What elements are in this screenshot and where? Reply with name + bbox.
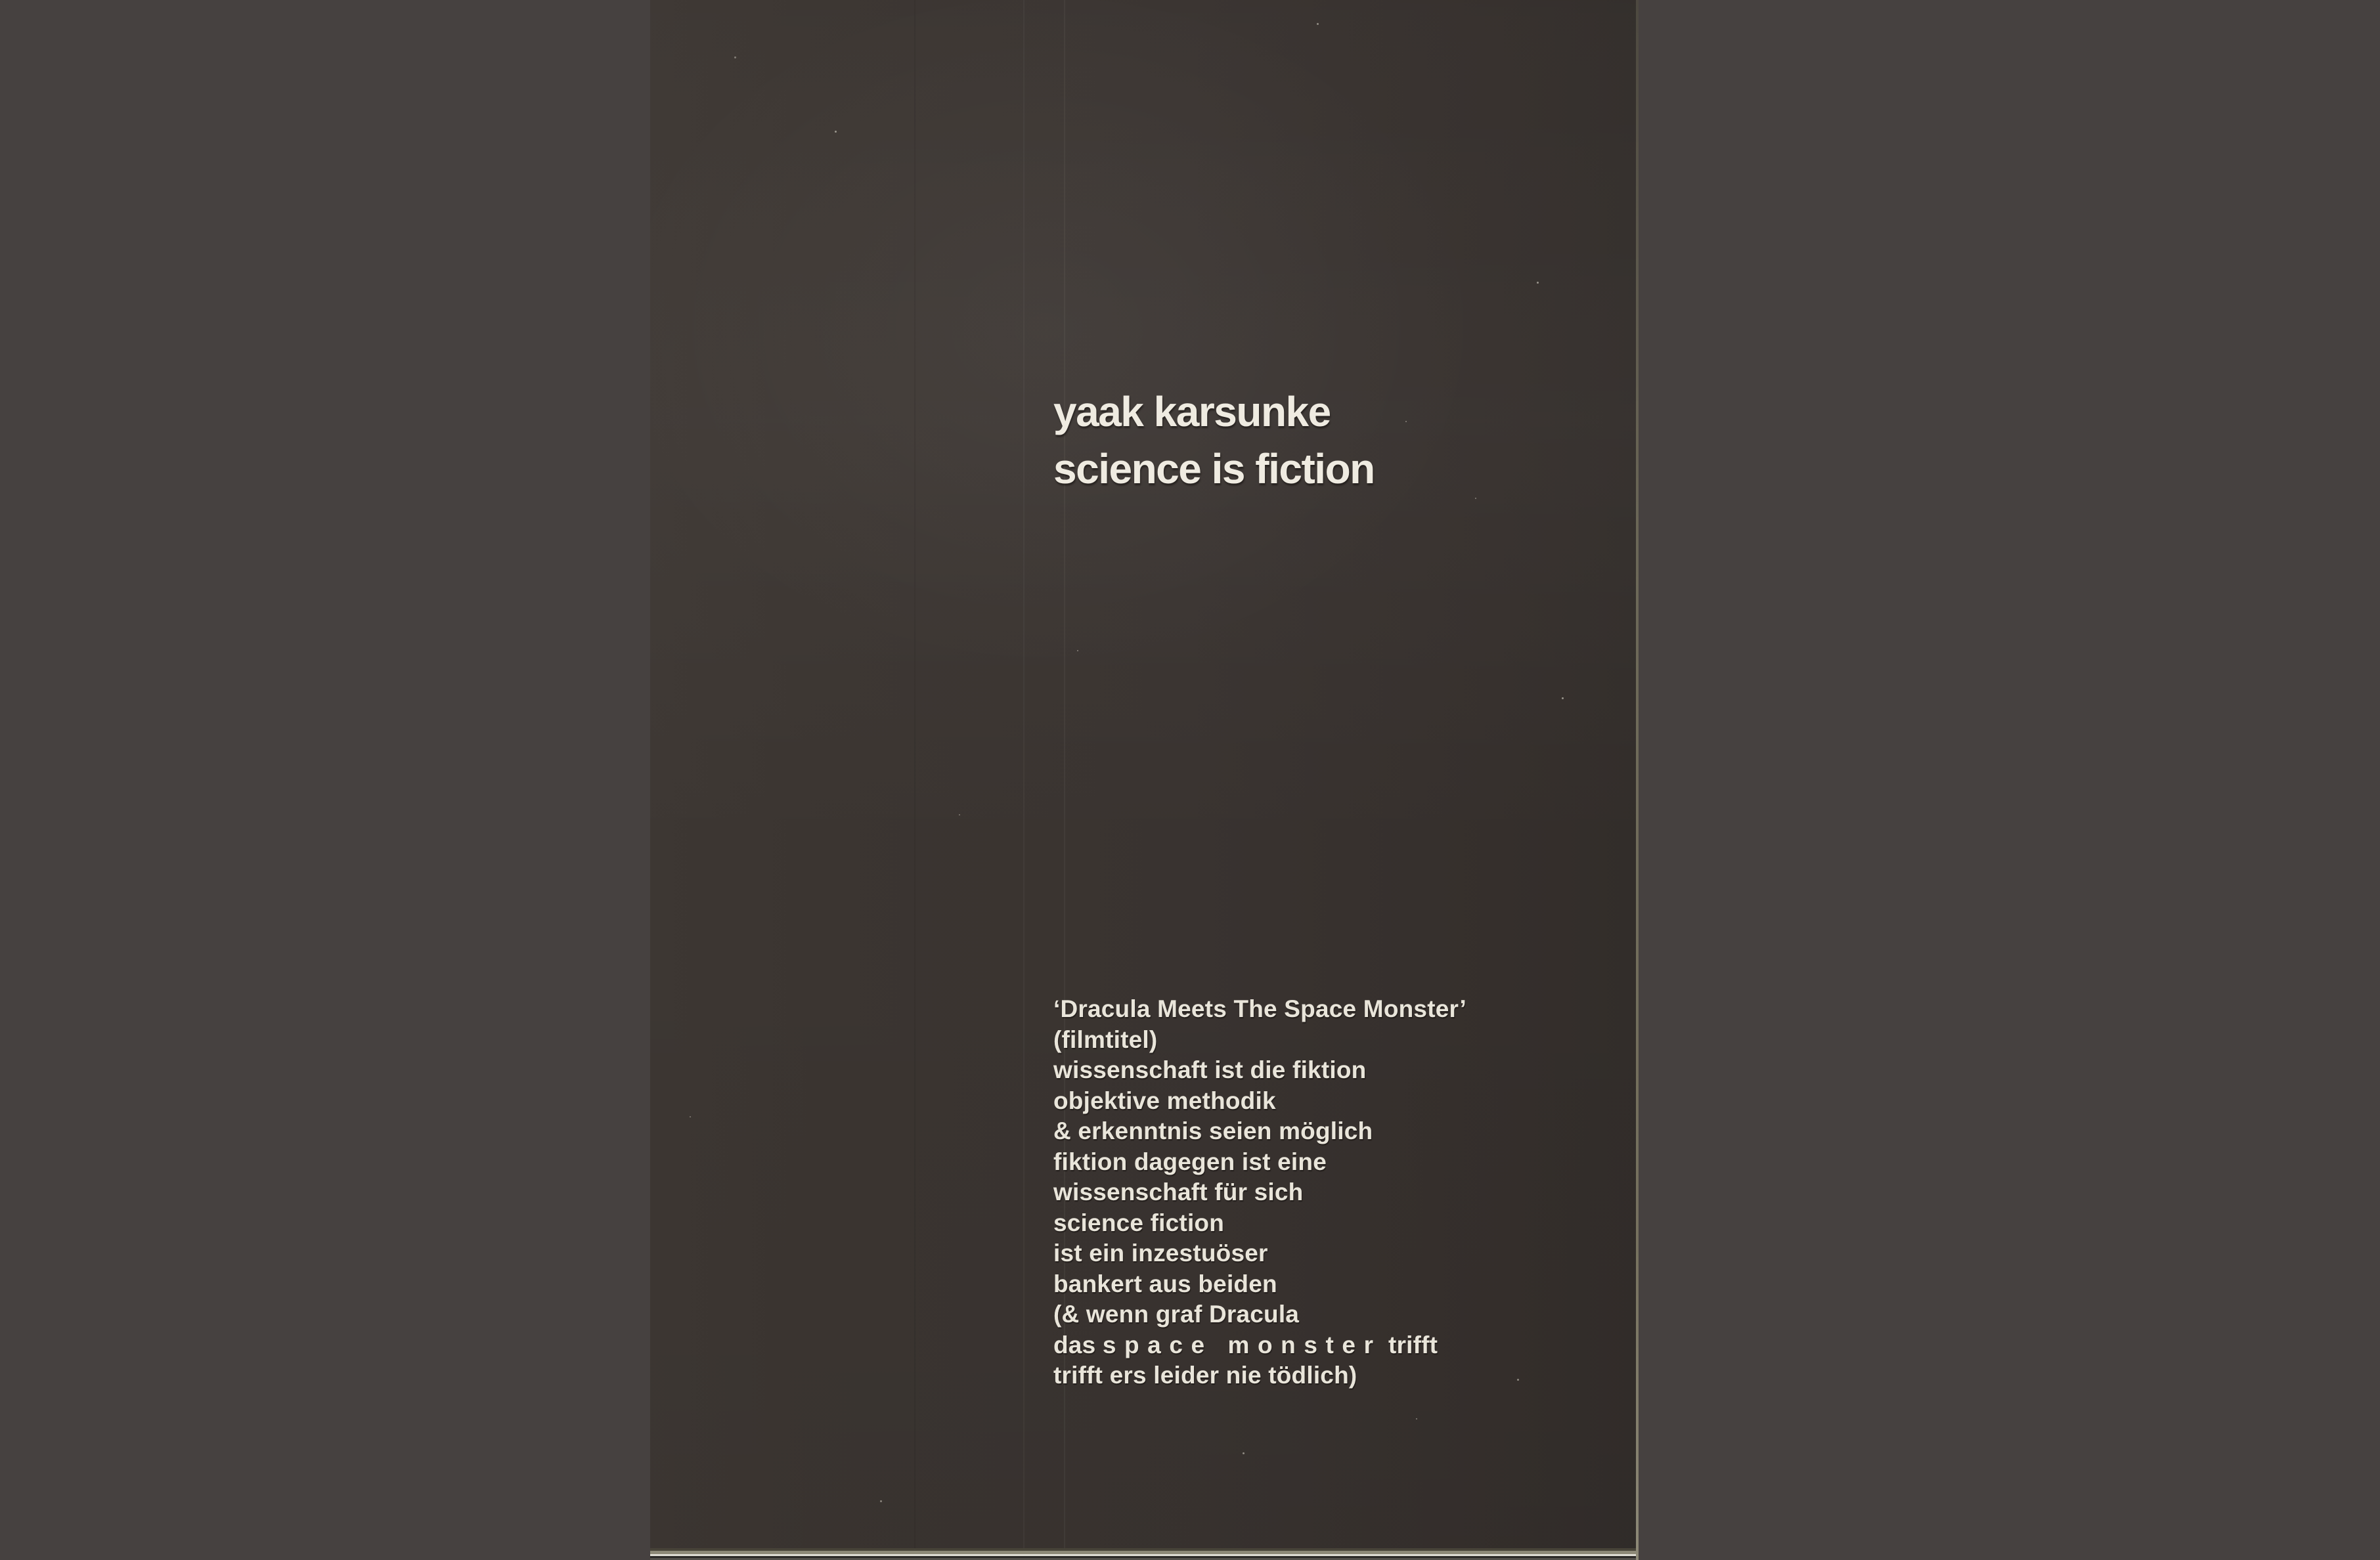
poem-line-segment: fiktion dagegen ist eine — [1053, 1148, 1327, 1175]
poem-line-segment: objektive methodik — [1053, 1087, 1276, 1114]
dust-speck — [1077, 650, 1078, 651]
cover-crease-line — [1023, 0, 1025, 1560]
poem-line — [1053, 1360, 1566, 1391]
dust-speck — [880, 1500, 882, 1502]
poem-text-block — [1053, 994, 1566, 1391]
dust-speck — [1517, 1379, 1519, 1381]
poem-line-segment: (filmtitel) — [1053, 1026, 1158, 1053]
poem-line — [1053, 1025, 1566, 1056]
dust-speck — [1537, 282, 1539, 284]
poem-line — [1053, 994, 1566, 1025]
poem-line-segment: bankert aus beiden — [1053, 1270, 1277, 1297]
dust-speck — [734, 56, 736, 58]
poem-line-segment: wissenschaft für sich — [1053, 1179, 1304, 1205]
poem-line-segment: ist ein inzestuöser — [1053, 1240, 1268, 1267]
poem-line — [1053, 1330, 1566, 1361]
poem-line — [1053, 1086, 1566, 1117]
poem-line-segment: space monster — [1102, 1331, 1382, 1358]
poem-line-segment: wissenschaft ist die fiktion — [1053, 1056, 1367, 1083]
poem-line — [1053, 1208, 1566, 1239]
author-name: yaak karsunke — [1053, 388, 1331, 435]
cover-page-edge-highlight — [1636, 0, 1639, 1560]
poem-line — [1053, 1055, 1566, 1086]
poem-line-segment: trifft — [1381, 1331, 1438, 1358]
dust-speck — [1562, 697, 1564, 699]
poem-line-segment: trifft ers leider nie tödlich) — [1053, 1362, 1357, 1389]
dust-speck — [1243, 1452, 1245, 1454]
poem-line — [1053, 1238, 1566, 1269]
poem-line — [1053, 1269, 1566, 1300]
poem-line-segment: science fiction — [1053, 1209, 1225, 1236]
poem-line-segment: & erkenntnis seien möglich — [1053, 1117, 1373, 1144]
book-cover — [650, 0, 1639, 1560]
poem-line-segment: das — [1053, 1331, 1103, 1358]
poem-line — [1053, 1116, 1566, 1147]
dust-speck — [1475, 498, 1476, 499]
dust-speck — [1405, 421, 1407, 422]
scanned-paper-bottom-edge — [650, 1548, 1639, 1560]
dust-speck — [690, 1116, 691, 1117]
dust-speck — [835, 131, 837, 133]
poem-line — [1053, 1147, 1566, 1178]
poem-line — [1053, 1299, 1566, 1330]
dust-speck — [959, 814, 960, 815]
cover-crease-line — [914, 0, 915, 1560]
poem-line — [1053, 1177, 1566, 1208]
dust-speck — [1317, 23, 1319, 25]
cover-title-block — [1053, 383, 1375, 498]
poem-line-segment: (& wenn graf Dracula — [1053, 1301, 1300, 1328]
poem-line-segment: ‘Dracula Meets The Space Monster’ — [1053, 995, 1466, 1022]
dust-speck — [1416, 1418, 1417, 1419]
book-title: science is fiction — [1053, 445, 1375, 492]
